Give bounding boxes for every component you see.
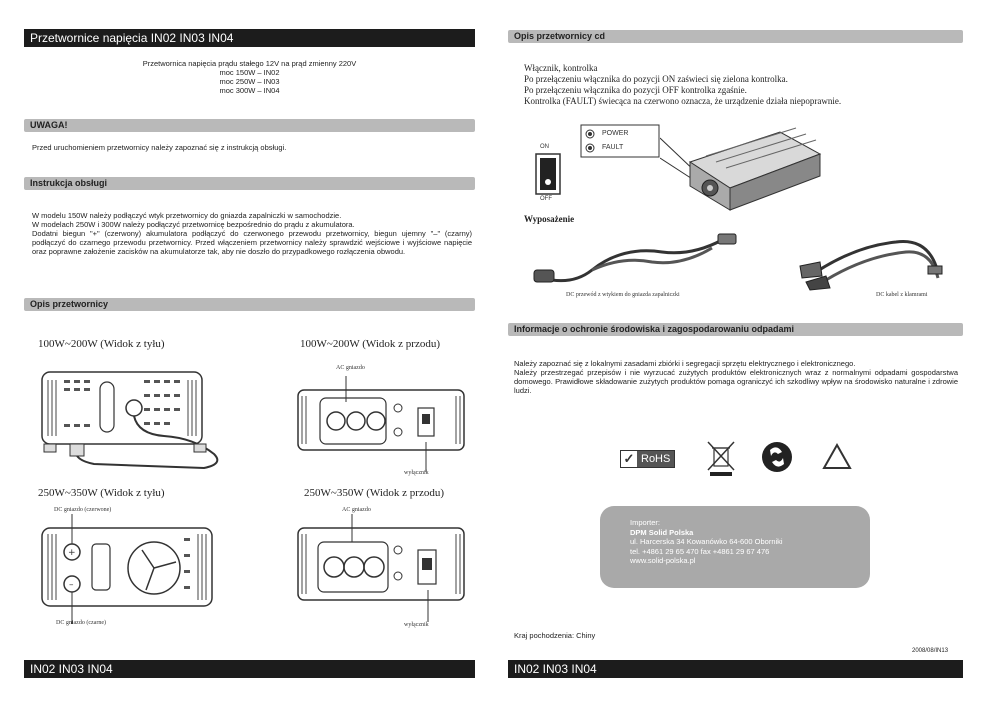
power-switch-illustration [532,150,564,198]
front-view-small-illustration [288,372,478,472]
env-paragraph: Należy zapoznać się z lokalnymi zasadami zbiórki i segregacji sprzętu elektrycznego i elektronicznego. [514,359,856,368]
env-paragraph: Należy przestrzegać przepisów i nie wyrzucać zużytych produktów elektronicznych wraz z normalnymi odpadami gospodarstwa domowego. Prawidłowe składowanie zużytych produktów pomaga ograniczyć ich szkodliwy wpływ na środowisko naturalne i zdrowie ludzi. [514,368,958,395]
intro-line: moc 250W – IN03 [219,77,280,86]
dc-red-socket-label: DC gniazdo (czerwone) [54,507,112,513]
rohs-label: RoHS [641,453,671,465]
intro-line: Przetwornica napięcia prądu stałego 12V na prąd zmienny 220V [142,59,357,68]
front-view-large-illustration [288,514,478,624]
importer-phone: tel. +4861 29 65 470 fax +4861 29 67 476 [630,546,770,556]
inverter-device-illustration [660,118,830,212]
warning-heading: UWAGA! [24,119,475,132]
instructions-paragraph: W modelach 250W i 300W należy podłączyć przetwornicę bezpośrednio do prądu z akumulatora. [32,220,355,229]
switch-desc-line: Po przełączeniu włącznika do pozycji ON zaświeci się zielona kontrolka. [524,74,788,84]
view-title-rear-small: 100W~200W (Widok z tyłu) [38,338,165,350]
description-heading: Opis przetwornicy [24,298,475,311]
importer-name: DPM Solid Polska [630,527,694,537]
dc-black-socket-label: DC gniazdo (czarne) [56,620,106,626]
origin-text: Kraj pochodzenia: Chiny [514,631,596,640]
dc-lighter-cable-caption: DC przewód z wtykiem do gniazda zapalniczki [566,292,680,298]
instructions-heading: Instrukcja obsługi [24,177,475,190]
rear-view-large-illustration [34,514,224,624]
recycle-icon [822,442,852,472]
switch-label-small: wyłącznik [404,470,429,476]
importer-box [600,506,870,588]
instructions-paragraph: W modelu 150W należy podłączyć wtyk przetwornicy do gniazda zapalniczki w samochodzie. [32,211,342,220]
importer-address: ul. Harcerska 34 Kowanówko 64-600 Oborniki [630,537,783,546]
dc-lighter-cable-illustration [532,226,742,292]
left-footer: IN02 IN03 IN04 [24,660,475,678]
right-section-title: Opis przetwornicy cd [508,30,963,43]
right-page [496,0,992,707]
intro-line: moc 150W – IN02 [219,68,280,77]
equipment-heading: Wyposażenie [524,214,575,224]
weee-crossed-bin-icon [706,440,736,478]
right-footer: IN02 IN03 IN04 [508,660,963,678]
green-dot-icon [760,440,794,474]
dc-clamp-cable-caption: DC kabel z klamrami [876,292,928,298]
switch-desc-line: Kontrolka (FAULT) świecąca na czerwono oznacza, że urządzenie działa niepoprawnie. [524,96,842,106]
page-title: Przetwornice napięcia IN02 IN03 IN04 [24,29,475,47]
importer-label: Importer: [630,518,661,527]
warning-text: Przed uruchomieniem przetwornicy należy zapoznać się z instrukcją obsługi. [32,143,287,152]
dc-clamp-cable-illustration [796,226,946,292]
ac-socket-label-small: AC gniazdo [336,365,365,371]
instructions-paragraph: Dodatni biegun "+" (czerwony) akumulatora podłączyć do czerwonego przewodu przetwornicy, biegun ujemny "–" (czarny) podłączyć do czarnego przewodu przetwornicy. Przed włączeniem przetwornicy należy sprawdzić wejściowe i wyjściowe napięcie oraz poprawne założenie zacisków na akumulatorze tak, aby nie doszło do przypadkowego rozłączenia obwodu. [32,229,472,256]
env-heading: Informacje o ochronie środowiska i zagospodarowaniu odpadami [508,323,963,336]
view-title-rear-large: 250W~350W (Widok z tyłu) [38,487,165,499]
switch-desc-line: Włącznik, kontrolka [524,63,598,73]
fault-led-label: FAULT [602,144,624,151]
switch-description [524,63,964,107]
intro-line: moc 300W – IN04 [219,86,280,95]
rear-view-small-illustration [34,364,234,474]
view-title-front-small: 100W~200W (Widok z przodu) [300,338,441,350]
env-text [514,359,958,395]
rohs-badge [620,450,675,468]
svg-text:+: + [68,548,76,558]
off-label: OFF [540,196,552,202]
on-label: ON [540,144,549,150]
view-title-front-large: 250W~350W (Widok z przodu) [304,487,445,499]
instructions-text [32,211,472,256]
check-icon: ✓ [621,451,637,467]
importer-www: www.solid-polska.pl [630,556,696,565]
svg-text:–: – [69,580,74,590]
intro-block [24,59,475,95]
switch-label-large: wyłącznik [404,622,429,628]
switch-desc-line: Po przełączeniu włącznika do pozycji OFF kontrolka zgaśnie. [524,85,747,95]
power-led-label: POWER [602,130,629,137]
document-code: 2008/08/IN13 [912,648,949,654]
ac-socket-label-large: AC gniazdo [342,507,371,513]
